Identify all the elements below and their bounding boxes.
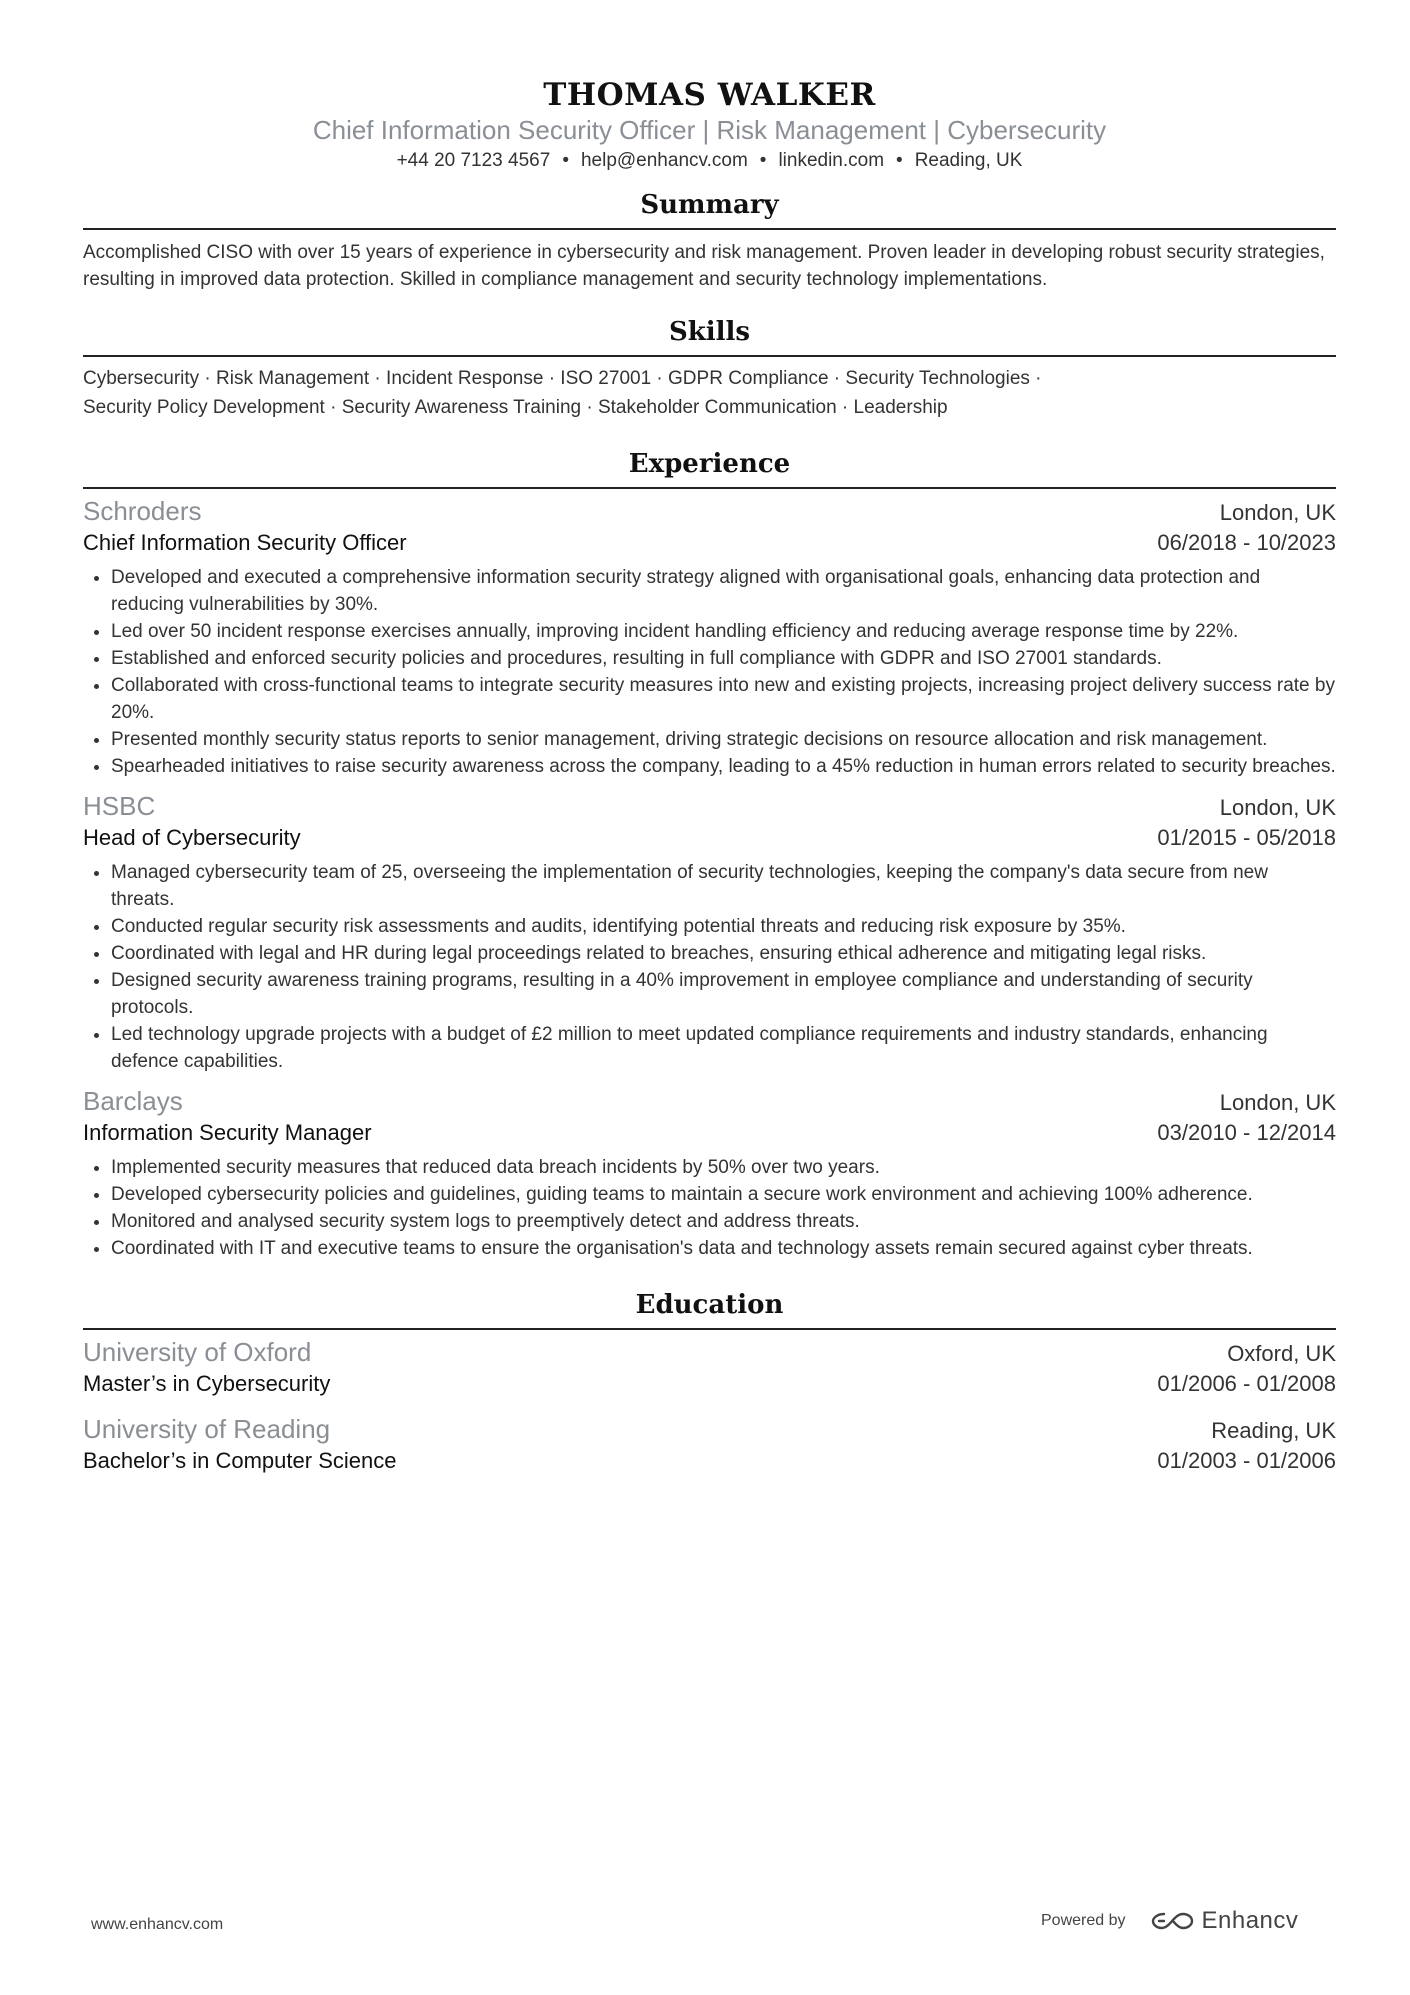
contact-separator: • (896, 150, 903, 171)
job-dates: 01/2015 - 05/2018 (1157, 825, 1336, 850)
job-dates: 06/2018 - 10/2023 (1157, 530, 1336, 555)
job-location: London, UK (1219, 500, 1336, 525)
footer-website-link[interactable]: www.enhancv.com (91, 1916, 224, 1933)
bullet-item: • Managed cybersecurity team of 25, overseeing the implementation of security technologies, keeping the company's data secure from new threats. (111, 859, 1336, 913)
skills-line-2: Security Policy Development · Security Awareness Training · Stakeholder Communication · Leadership (83, 397, 948, 418)
school-name: University of Reading (83, 1414, 331, 1444)
company-name: Schroders (83, 496, 202, 526)
bullet-item: • Spearheaded initiatives to raise security awareness across the company, leading to a 45% reduction in human errors related to security breaches. (111, 753, 1336, 780)
experience-entry (83, 1085, 1336, 1262)
contact-separator: • (562, 150, 569, 171)
experience-entry (83, 790, 1336, 1075)
contact-line (83, 148, 1336, 174)
linkedin-link[interactable]: linkedin.com (778, 150, 885, 171)
education-entry (83, 1336, 1336, 1399)
job-location: London, UK (1219, 1090, 1336, 1115)
candidate-name: THOMAS WALKER (543, 77, 876, 113)
job-title: Information Security Manager (83, 1120, 372, 1145)
bullet-item: • Coordinated with legal and HR during legal proceedings related to breaches, ensuring ethical adherence and mitigating legal risks. (111, 940, 1336, 967)
job-title: Chief Information Security Officer (83, 530, 407, 555)
phone-number: +44 20 7123 4567 (396, 150, 551, 171)
bullet-item: • Coordinated with IT and executive teams to ensure the organisation's data and technology assets remain secured against cyber threats. (111, 1235, 1336, 1262)
contact-separator: • (759, 150, 767, 171)
skills-line-1: Cybersecurity · Risk Management · Incident Response · ISO 27001 · GDPR Compliance · Security Technologies · (83, 368, 1042, 389)
section-divider (83, 355, 1336, 357)
job-bullets (83, 564, 1336, 780)
bullet-item: • Implemented security measures that reduced data breach incidents by 50% over two years. (111, 1154, 1336, 1181)
bullet-item: • Led over 50 incident response exercises annually, improving incident handling efficiency and reducing average response time by 22%. (111, 618, 1336, 645)
bullet-item: • Led technology upgrade projects with a budget of £2 million to meet updated compliance requirements and industry standards, enhancing defence capabilities. (111, 1021, 1336, 1075)
section-title-education: Education (635, 1290, 784, 1320)
education-entry (83, 1413, 1336, 1476)
education-section (83, 1288, 1336, 1476)
company-name: Barclays (83, 1086, 183, 1116)
bullet-item: • Developed and executed a comprehensive information security strategy aligned with organisational goals, enhancing data protection and reducing vulnerabilities by 30%. (111, 564, 1336, 618)
job-location: London, UK (1219, 795, 1336, 820)
bullet-item: • Monitored and analysed security system logs to preemptively detect and address threats. (111, 1208, 1336, 1235)
location: Reading, UK (914, 150, 1023, 171)
section-title-skills: Skills (668, 317, 751, 347)
footer-branding (1041, 1907, 1298, 1935)
experience-section (83, 447, 1336, 1262)
section-divider (83, 1328, 1336, 1330)
school-location: Oxford, UK (1227, 1341, 1336, 1366)
company-name: HSBC (83, 791, 156, 821)
degree: Master’s in Cybersecurity (83, 1371, 331, 1396)
powered-by-label: Powered by (1041, 1912, 1126, 1929)
bullet-item: • Developed cybersecurity policies and guidelines, guiding teams to maintain a secure work environment and achieving 100% adherence. (111, 1181, 1336, 1208)
section-title-experience: Experience (628, 449, 791, 479)
experience-entry (83, 495, 1336, 780)
job-bullets (83, 1154, 1336, 1262)
section-divider (83, 228, 1336, 230)
brand-name: Enhancv (1201, 1907, 1299, 1934)
resume-page (83, 0, 1336, 1476)
bullet-item: • Presented monthly security status reports to senior management, driving strategic decisions on resource allocation and risk management. (111, 726, 1336, 753)
job-dates: 03/2010 - 12/2014 (1157, 1120, 1336, 1145)
education-dates: 01/2006 - 01/2008 (1157, 1371, 1336, 1396)
enhancv-logo-icon (1150, 1909, 1196, 1933)
job-bullets (83, 859, 1336, 1075)
summary-section (83, 188, 1336, 293)
section-divider (83, 487, 1336, 489)
candidate-headline: Chief Information Security Officer | Risk Management | Cybersecurity (312, 115, 1107, 145)
summary-text: Accomplished CISO with over 15 years of experience in cybersecurity and risk management. Proven leader in developing robust security strategies, resulting in improved data protection. Skilled in compliance management and security technology implementations. (83, 242, 1325, 290)
degree: Bachelor’s in Computer Science (83, 1448, 397, 1473)
bullet-item: • Designed security awareness training programs, resulting in a 40% improvement in employee compliance and understanding of security protocols. (111, 967, 1336, 1021)
section-title-summary: Summary (640, 190, 779, 220)
skills-section (83, 315, 1336, 421)
school-location: Reading, UK (1211, 1418, 1336, 1443)
job-title: Head of Cybersecurity (83, 825, 301, 850)
enhancv-logo[interactable] (1150, 1907, 1299, 1935)
email-link[interactable]: help@enhancv.com (580, 150, 748, 171)
education-dates: 01/2003 - 01/2006 (1157, 1448, 1336, 1473)
school-name: University of Oxford (83, 1337, 312, 1367)
bullet-item: • Conducted regular security risk assessments and audits, identifying potential threats and reducing risk exposure by 35%. (111, 913, 1336, 940)
bullet-item: • Established and enforced security policies and procedures, resulting in full compliance with GDPR and ISO 27001 standards. (111, 645, 1336, 672)
bullet-item: • Collaborated with cross-functional teams to integrate security measures into new and existing projects, increasing project delivery success rate by 20%. (111, 672, 1336, 726)
